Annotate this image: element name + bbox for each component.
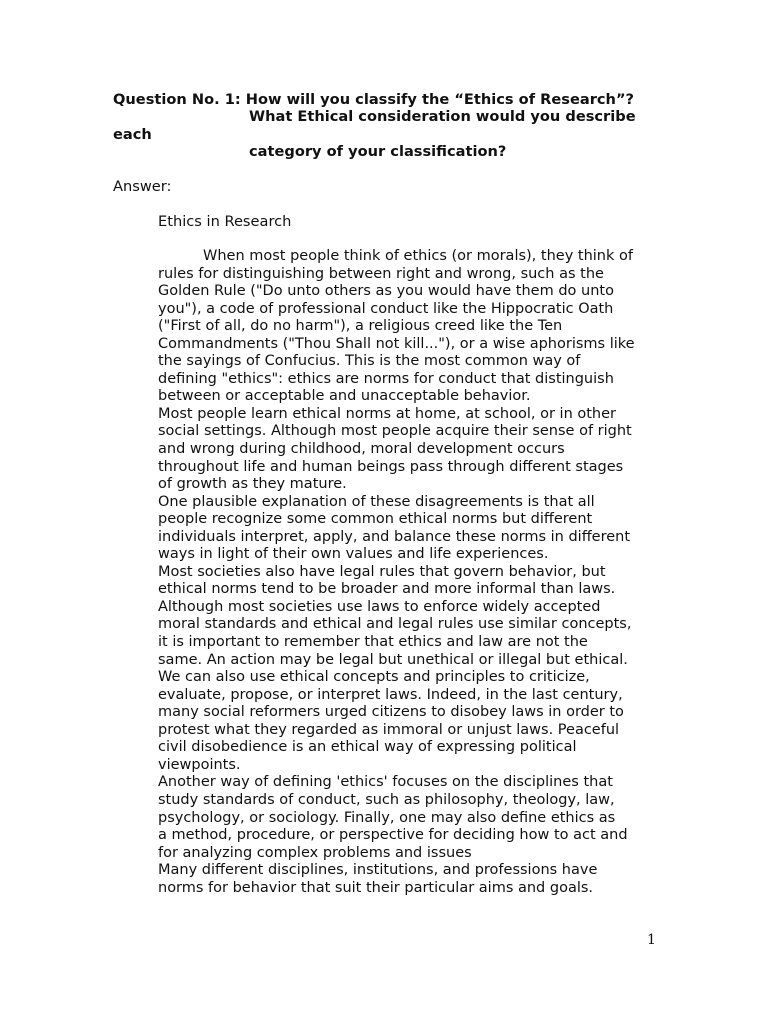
body-line: When most people think of ethics (or morals), they think of bbox=[203, 248, 633, 264]
body-line: civil disobedience is an ethical way of expressing political bbox=[158, 739, 577, 756]
body-line: a method, procedure, or perspective for deciding how to act and bbox=[158, 827, 628, 844]
body-line: Most societies also have legal rules that govern behavior, but bbox=[158, 563, 606, 580]
body-line: it is important to remember that ethics and law are not the bbox=[158, 634, 588, 651]
body-text bbox=[158, 248, 658, 897]
body-line: moral standards and ethical and legal rules use similar concepts, bbox=[158, 616, 632, 633]
body-line: study standards of conduct, such as philosophy, theology, law, bbox=[158, 791, 615, 808]
body-line: Golden Rule ("Do unto others as you would have them do unto bbox=[158, 283, 614, 300]
body-line: you"), a code of professional conduct like the Hippocratic Oath bbox=[158, 300, 614, 317]
body-line: Another way of defining 'ethics' focuses on the disciplines that bbox=[158, 774, 613, 791]
body-line: individuals interpret, apply, and balance these norms in different bbox=[158, 528, 631, 545]
body-line: norms for behavior that suit their particular aims and goals. bbox=[158, 879, 594, 896]
body-line: ("First of all, do no harm"), a religious creed like the Ten bbox=[158, 318, 563, 335]
body-line: throughout life and human beings pass through different stages bbox=[158, 458, 624, 475]
body-line: viewpoints. bbox=[158, 756, 241, 773]
body-line: same. An action may be legal but unethical or illegal but ethical. bbox=[158, 651, 628, 668]
body-line: for analyzing complex problems and issues bbox=[158, 844, 472, 861]
answer-label: Answer: bbox=[113, 178, 172, 195]
body-line: evaluate, propose, or interpret laws. Indeed, in the last century, bbox=[158, 686, 623, 703]
body-line: many social reformers urged citizens to disobey laws in order to bbox=[158, 704, 624, 721]
body-line: of growth as they mature. bbox=[158, 476, 347, 493]
body-line: and wrong during childhood, moral development occurs bbox=[158, 441, 565, 458]
body-line: protest what they regarded as immoral or unjust laws. Peaceful bbox=[158, 721, 620, 738]
body-line: people recognize some common ethical norms but different bbox=[158, 511, 593, 528]
body-line: rules for distinguishing between right and wrong, such as the bbox=[158, 265, 604, 282]
body-line: ethical norms tend to be broader and more informal than laws. bbox=[158, 581, 616, 598]
question-line-4: category of your classification? bbox=[249, 143, 507, 160]
section-title: Ethics in Research bbox=[158, 213, 292, 230]
body-line: Most people learn ethical norms at home, at school, or in other bbox=[158, 405, 616, 422]
body-line: ways in light of their own values and life experiences. bbox=[158, 546, 549, 563]
body-line: between or acceptable and unacceptable behavior. bbox=[158, 388, 531, 405]
body-line: social settings. Although most people acquire their sense of right bbox=[158, 423, 632, 440]
body-line: Many different disciplines, institutions, and professions have bbox=[158, 862, 598, 879]
body-line: One plausible explanation of these disagreements is that all bbox=[158, 493, 595, 510]
body-line: Commandments ("Thou Shall not kill..."), or a wise aphorisms like bbox=[158, 335, 635, 352]
body-line: defining "ethics": ethics are norms for conduct that distinguish bbox=[158, 370, 614, 387]
question-line-3: each bbox=[113, 126, 152, 143]
body-line: Although most societies use laws to enforce widely accepted bbox=[158, 598, 601, 615]
question-line-2: What Ethical consideration would you describe bbox=[249, 108, 636, 125]
body-line: We can also use ethical concepts and principles to criticize, bbox=[158, 669, 590, 686]
body-line: the sayings of Confucius. This is the most common way of bbox=[158, 353, 581, 370]
body-line: psychology, or sociology. Finally, one may also define ethics as bbox=[158, 809, 616, 826]
question-line-1: Question No. 1: How will you classify the “Ethics of Research”? bbox=[113, 91, 634, 108]
page-number: 1 bbox=[647, 932, 656, 948]
